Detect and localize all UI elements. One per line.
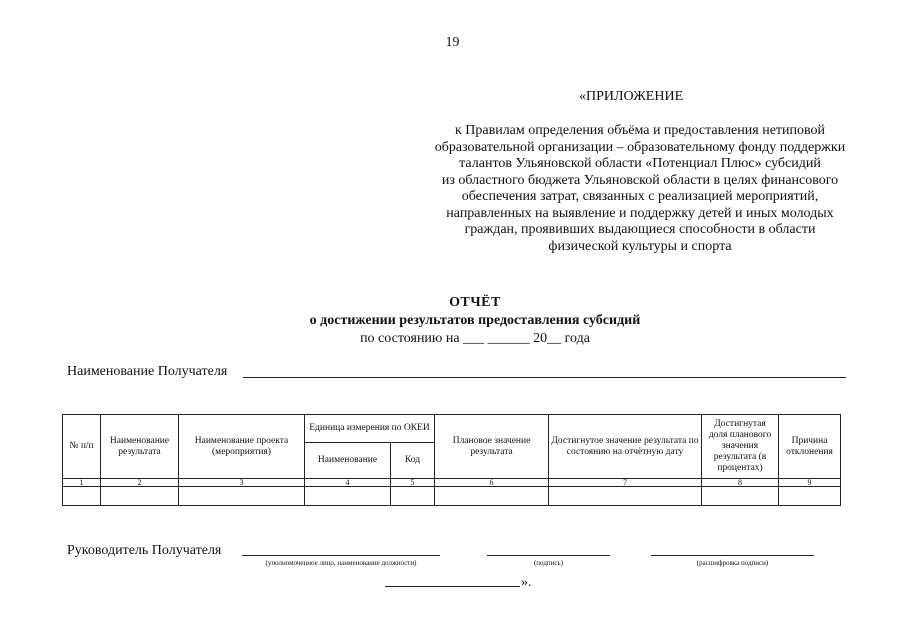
recipient-label: Наименование Получателя <box>67 364 228 379</box>
column-number: 8 <box>702 479 779 487</box>
header-reason: Причина отклонения <box>779 415 841 479</box>
appendix-line: направленных на выявление и поддержку детей и иных молодых <box>446 205 834 221</box>
header-unit-code: Код <box>391 443 435 479</box>
table-cell[interactable] <box>779 487 841 506</box>
recipient-name-field[interactable] <box>243 377 846 378</box>
report-table <box>62 414 841 506</box>
table-cell[interactable] <box>549 487 702 506</box>
column-number: 6 <box>435 479 549 487</box>
appendix-title: «ПРИЛОЖЕНИЕ <box>579 89 684 104</box>
column-number: 3 <box>179 479 305 487</box>
appendix-line: талантов Ульяновской области «Потенциал Плюс» субсидий <box>459 156 821 171</box>
header-achieved: Достигнутое значение результата по состоянию на отчётную дату <box>549 415 702 479</box>
table-cell[interactable] <box>101 487 179 506</box>
column-number: 7 <box>549 479 702 487</box>
signature-caption: (подпись) <box>533 559 564 567</box>
decoding-caption: (расшифровка подписи) <box>696 559 769 567</box>
table-cell[interactable] <box>435 487 549 506</box>
report-date-line: по состоянию на ___ ______ 20__ года <box>360 331 590 346</box>
header-unit-name: Наименование <box>305 443 391 479</box>
position-caption: (уполномоченное лицо, наименование должности) <box>265 559 417 567</box>
table-row <box>63 487 841 506</box>
signature-field[interactable] <box>487 555 610 556</box>
table-cell[interactable] <box>63 487 101 506</box>
table-header-row <box>63 415 841 443</box>
table-cell[interactable] <box>179 487 305 506</box>
header-project-name: Наименование проекта (мероприятия) <box>179 415 305 479</box>
column-number: 9 <box>779 479 841 487</box>
table-cell[interactable] <box>305 487 391 506</box>
column-number: 4 <box>305 479 391 487</box>
appendix-line: из областного бюджета Ульяновской области в целях финансового <box>441 172 839 188</box>
table-numbering-row <box>63 479 841 487</box>
appendix-line: к Правилам определения объёма и предоставления нетиповой <box>454 123 826 138</box>
column-number: 1 <box>63 479 101 487</box>
header-number: № п/п <box>63 415 101 479</box>
date-field[interactable] <box>385 586 520 587</box>
report-subtitle: о достижении результатов предоставления субсидий <box>309 313 641 328</box>
appendix-line: граждан, проявивших выдающиеся способности в области <box>464 222 816 237</box>
appendix-line: образовательной организации – образовательному фонду поддержки <box>434 139 846 155</box>
header-unit-group: Единица измерения по ОКЕИ <box>305 415 435 443</box>
appendix-text <box>400 123 880 255</box>
header-planned: Плановое значение результата <box>435 415 549 479</box>
appendix-line: обеспечения затрат, связанных с реализацией мероприятий, <box>461 189 819 204</box>
header-share: Достигнутая доля планового значения результата (в процентах) <box>702 415 779 479</box>
column-number: 5 <box>391 479 435 487</box>
appendix-line: физической культуры и спорта <box>548 238 732 254</box>
position-field[interactable] <box>242 555 440 556</box>
report-title: ОТЧЁТ <box>449 295 501 310</box>
closing-quote: ». <box>521 575 532 590</box>
table-cell[interactable] <box>702 487 779 506</box>
table-cell[interactable] <box>391 487 435 506</box>
signature-decoding-field[interactable] <box>651 555 814 556</box>
head-label: Руководитель Получателя <box>67 543 222 558</box>
header-result-name: Наименование результата <box>101 415 179 479</box>
column-number: 2 <box>101 479 179 487</box>
page-number: 19 <box>445 35 460 50</box>
